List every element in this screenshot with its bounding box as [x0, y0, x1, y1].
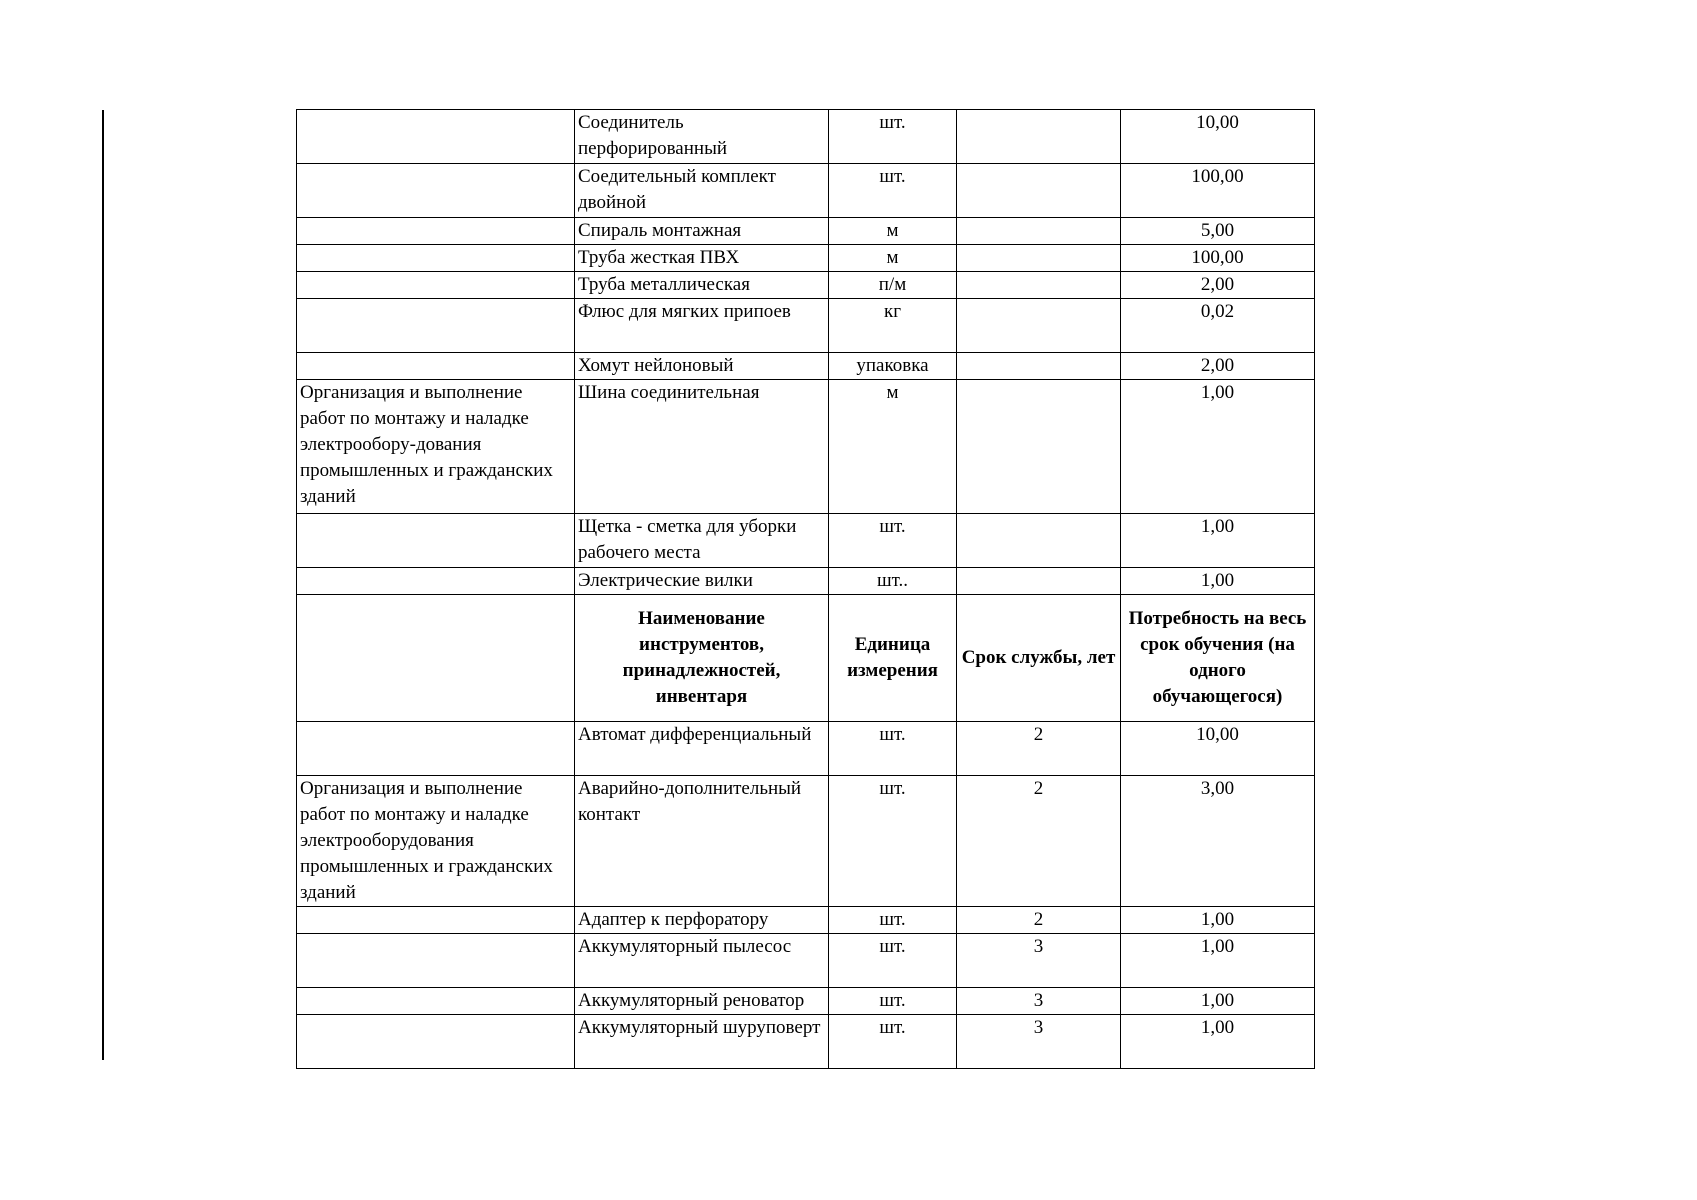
table-row [297, 514, 1315, 568]
service-life-cell [957, 164, 1121, 218]
quantity-cell: 1,00 [1121, 1015, 1315, 1069]
item-name-cell: Аккумуляторный пылесос [575, 934, 829, 988]
service-life-cell [957, 299, 1121, 353]
unit-cell: шт. [829, 722, 957, 776]
unit-cell: шт. [829, 988, 957, 1015]
header-quantity-cell: Потребность на весь срок обучения (на одного обучающегося) [1121, 595, 1315, 722]
unit-cell: шт.. [829, 568, 957, 595]
quantity-cell: 5,00 [1121, 218, 1315, 245]
service-life-cell [957, 245, 1121, 272]
unit-cell: шт. [829, 110, 957, 164]
unit-cell: шт. [829, 907, 957, 934]
table-row [297, 907, 1315, 934]
service-life-cell [957, 353, 1121, 380]
service-life-cell [957, 272, 1121, 299]
service-life-cell [957, 218, 1121, 245]
section-cell [297, 353, 575, 380]
page-margin-line [102, 110, 104, 1060]
item-name-cell: Флюс для мягких припоев [575, 299, 829, 353]
service-life-cell: 3 [957, 934, 1121, 988]
table-row [297, 353, 1315, 380]
section-cell [297, 568, 575, 595]
service-life-cell: 2 [957, 907, 1121, 934]
table-row [297, 218, 1315, 245]
quantity-cell: 100,00 [1121, 245, 1315, 272]
quantity-cell: 10,00 [1121, 110, 1315, 164]
unit-cell: п/м [829, 272, 957, 299]
quantity-cell: 100,00 [1121, 164, 1315, 218]
service-life-cell: 2 [957, 776, 1121, 907]
section-cell [297, 907, 575, 934]
quantity-cell: 1,00 [1121, 907, 1315, 934]
table-row [297, 272, 1315, 299]
service-life-cell: 3 [957, 988, 1121, 1015]
quantity-cell: 0,02 [1121, 299, 1315, 353]
service-life-cell: 3 [957, 1015, 1121, 1069]
section-cell [297, 218, 575, 245]
quantity-cell: 1,00 [1121, 380, 1315, 514]
header-section-cell [297, 595, 575, 722]
unit-cell: м [829, 245, 957, 272]
quantity-cell: 2,00 [1121, 272, 1315, 299]
item-name-cell: Труба жесткая ПВХ [575, 245, 829, 272]
unit-cell: шт. [829, 934, 957, 988]
quantity-cell: 10,00 [1121, 722, 1315, 776]
section-cell [297, 110, 575, 164]
service-life-cell [957, 568, 1121, 595]
section-cell [297, 934, 575, 988]
item-name-cell: Спираль монтажная [575, 218, 829, 245]
table-row [297, 722, 1315, 776]
item-name-cell: Щетка - сметка для уборки рабочего места [575, 514, 829, 568]
item-name-cell: Автомат дифференциальный [575, 722, 829, 776]
table-row [297, 380, 1315, 514]
item-name-cell: Шина соединительная [575, 380, 829, 514]
service-life-cell [957, 514, 1121, 568]
table-row [297, 164, 1315, 218]
quantity-cell: 2,00 [1121, 353, 1315, 380]
quantity-cell: 1,00 [1121, 934, 1315, 988]
section-cell [297, 514, 575, 568]
header-unit-cell: Единица измерения [829, 595, 957, 722]
table-header-row [297, 595, 1315, 722]
unit-cell: шт. [829, 1015, 957, 1069]
item-name-cell: Адаптер к перфоратору [575, 907, 829, 934]
section-cell [297, 722, 575, 776]
section-cell [297, 299, 575, 353]
section-cell [297, 1015, 575, 1069]
header-service-life-cell: Срок службы, лет [957, 595, 1121, 722]
section-cell: Организация и выполнение работ по монтажу и наладке электрооборудования промышленных и гражданских зданий [297, 776, 575, 907]
equipment-table [296, 109, 1315, 1069]
item-name-cell: Аккумуляторный шуруповерт [575, 1015, 829, 1069]
quantity-cell: 3,00 [1121, 776, 1315, 907]
service-life-cell [957, 380, 1121, 514]
unit-cell: м [829, 218, 957, 245]
table-row [297, 110, 1315, 164]
unit-cell: шт. [829, 776, 957, 907]
item-name-cell: Аварийно-дополнительный контакт [575, 776, 829, 907]
section-cell [297, 245, 575, 272]
unit-cell: кг [829, 299, 957, 353]
header-item-name-cell: Наименование инструментов, принадлежностей, инвентаря [575, 595, 829, 722]
table-row [297, 245, 1315, 272]
table-row [297, 776, 1315, 907]
table-row [297, 1015, 1315, 1069]
section-cell [297, 272, 575, 299]
unit-cell: шт. [829, 164, 957, 218]
table-row [297, 568, 1315, 595]
table-row [297, 299, 1315, 353]
section-cell: Организация и выполнение работ по монтажу и наладке электрообору-дования промышленных и гражданских зданий [297, 380, 575, 514]
section-cell [297, 164, 575, 218]
quantity-cell: 1,00 [1121, 988, 1315, 1015]
table-row [297, 988, 1315, 1015]
unit-cell: упаковка [829, 353, 957, 380]
unit-cell: м [829, 380, 957, 514]
service-life-cell [957, 110, 1121, 164]
item-name-cell: Аккумуляторный реноватор [575, 988, 829, 1015]
service-life-cell: 2 [957, 722, 1121, 776]
item-name-cell: Труба металлическая [575, 272, 829, 299]
section-cell [297, 988, 575, 1015]
item-name-cell: Соединитель перфорированный [575, 110, 829, 164]
quantity-cell: 1,00 [1121, 568, 1315, 595]
item-name-cell: Соедительный комплект двойной [575, 164, 829, 218]
table-body [297, 110, 1315, 1069]
quantity-cell: 1,00 [1121, 514, 1315, 568]
table-row [297, 934, 1315, 988]
unit-cell: шт. [829, 514, 957, 568]
item-name-cell: Электрические вилки [575, 568, 829, 595]
item-name-cell: Хомут нейлоновый [575, 353, 829, 380]
